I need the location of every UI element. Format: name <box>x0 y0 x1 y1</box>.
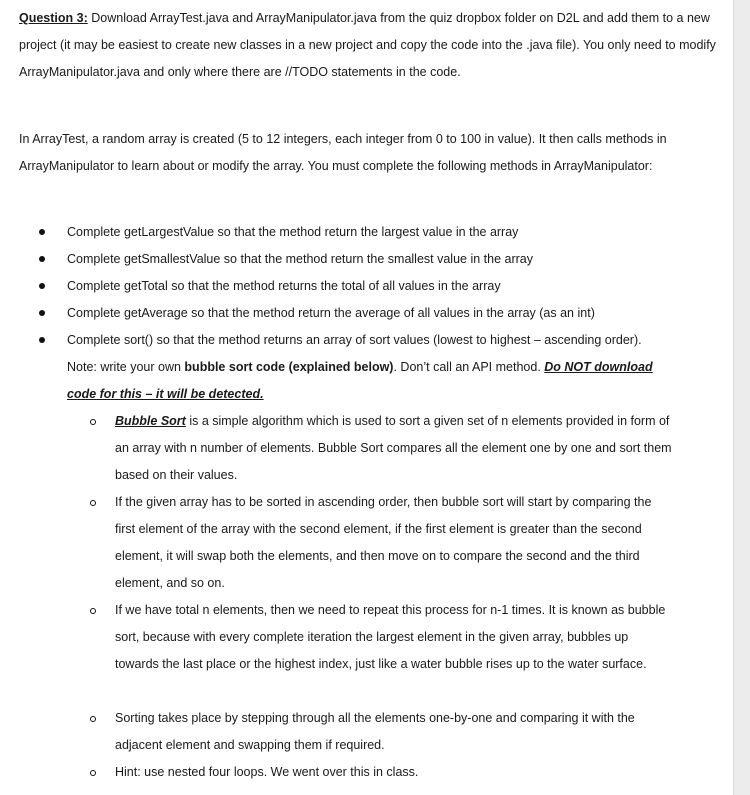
sub-list-item-text: If the given array has to be sorted in ascending order, then bubble sort will start by comparing the first element of the array with the second element, if the first element is greater than the second element, it will swap both the elements, and then move on to compare the second and the third element, and so on. <box>115 495 652 590</box>
list-item-text: Complete getLargestValue so that the method return the largest value in the array <box>67 225 519 239</box>
hollow-bullet-icon <box>90 716 96 722</box>
list-item-text <box>67 327 667 408</box>
bullet-icon <box>39 229 45 235</box>
hollow-bullet-icon <box>90 608 96 614</box>
bullet-icon <box>39 337 45 343</box>
question-paragraph <box>19 5 719 86</box>
sort-text-part1: Complete sort() so that the method returns an array of sort values (lowest to highest – ascending order). Note: write your own <box>67 333 642 374</box>
list-item-text: Complete getSmallestValue so that the method return the smallest value in the array <box>67 252 533 266</box>
bullet-icon <box>39 310 45 316</box>
sort-text-bold: bubble sort code (explained below) <box>184 360 394 374</box>
bubble-sort-term: Bubble Sort <box>115 414 186 428</box>
vertical-scrollbar[interactable] <box>733 0 750 795</box>
hollow-bullet-icon <box>90 419 96 425</box>
sort-warning: Do NOT download code for this – it will be detected. <box>67 360 653 401</box>
list-item-text: Complete getAverage so that the method return the average of all values in the array (as an int) <box>67 306 595 320</box>
hollow-bullet-icon <box>90 770 96 776</box>
sort-text-part2: . Don’t call an API method. <box>393 360 545 374</box>
hollow-bullet-icon <box>90 500 96 506</box>
intro-paragraph: In ArrayTest, a random array is created (5 to 12 integers, each integer from 0 to 100 in value). It then calls methods in ArrayManipulator to learn about or modify the array. You must complete the following methods in ArrayManipulator: <box>19 132 667 173</box>
question-text: Download ArrayTest.java and ArrayManipulator.java from the quiz dropbox folder on D2L and add them to a new project (it may be easiest to create new classes in a new project and copy the code into the .java file). You only need to modify ArrayManipulator.java and only where there are //TODO statements in the code. <box>19 11 716 79</box>
list-item-text: Complete getTotal so that the method returns the total of all values in the array <box>67 279 501 293</box>
question-label: Question 3: <box>19 11 88 25</box>
sub-list-item-text: Hint: use nested four loops. We went over this in class. <box>115 765 419 779</box>
sub-list-item-text: Sorting takes place by stepping through all the elements one-by-one and comparing it with the adjacent element and swapping them if required. <box>115 711 635 752</box>
bullet-icon <box>39 283 45 289</box>
bullet-icon <box>39 256 45 262</box>
sub-list-item-text: If we have total n elements, then we need to repeat this process for n-1 times. It is known as bubble sort, because with every complete iteration the largest element in the given array, bubbles up towards the last place or the highest index, just like a water bubble rises up to the water surface. <box>115 603 666 671</box>
sub-list-item-text <box>115 408 675 489</box>
sub-item-1-text: is a simple algorithm which is used to sort a given set of n elements provided in form of an array with n number of elements. Bubble Sort compares all the element one by one and sort them based on their values. <box>115 414 672 482</box>
